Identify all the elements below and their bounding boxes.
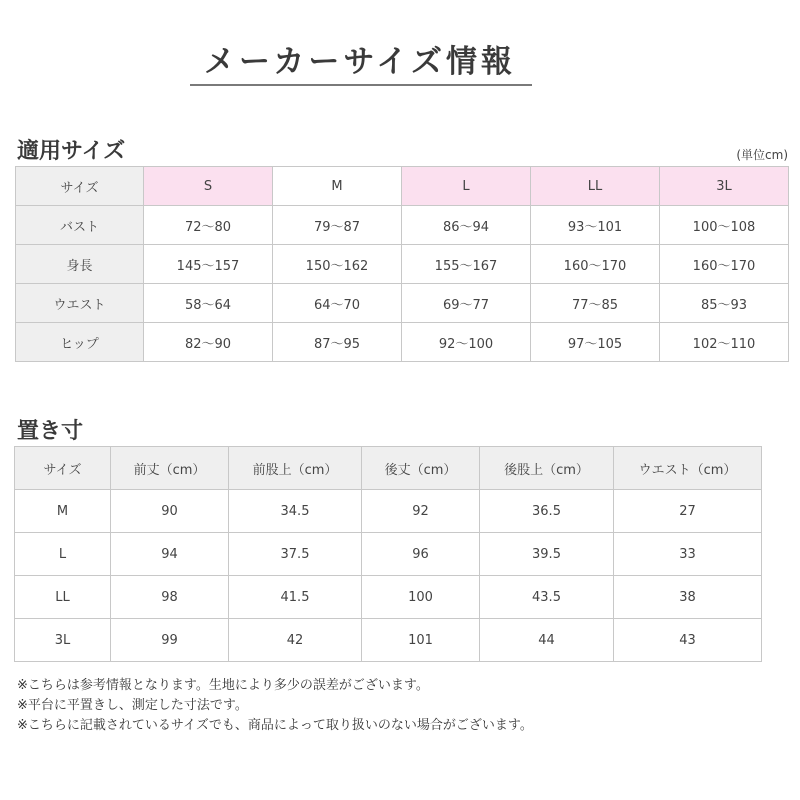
table-cell: 36.5: [480, 490, 614, 533]
size-table-header-row: [16, 167, 789, 206]
table-cell: 79〜87: [273, 206, 402, 245]
unit-note: (単位cm): [736, 148, 788, 162]
row-label-size: L: [15, 533, 111, 576]
table-cell: 82〜90: [144, 323, 273, 362]
row-label-hip: ヒップ: [16, 323, 144, 362]
table-row: [16, 323, 789, 362]
garment-measurement-table: [14, 446, 762, 662]
row-label-size: LL: [15, 576, 111, 619]
size-header-ll: LL: [531, 167, 660, 206]
garment-header-size: サイズ: [15, 447, 111, 490]
size-header-s: S: [144, 167, 273, 206]
garment-table-header-row: [15, 447, 762, 490]
table-cell: 34.5: [229, 490, 362, 533]
table-cell: 43: [614, 619, 762, 662]
table-cell: 38: [614, 576, 762, 619]
table-cell: 98: [111, 576, 229, 619]
table-cell: 64〜70: [273, 284, 402, 323]
table-cell: 155〜167: [402, 245, 531, 284]
size-header-3l: 3L: [660, 167, 789, 206]
row-label-size: 3L: [15, 619, 111, 662]
size-table: [15, 166, 789, 362]
note-line: ※こちらは参考情報となります。生地により多少の誤差がございます。: [17, 678, 429, 693]
row-label-bust: バスト: [16, 206, 144, 245]
table-cell: 85〜93: [660, 284, 789, 323]
garment-header-front-rise: 前股上（cm）: [229, 447, 362, 490]
table-cell: 97〜105: [531, 323, 660, 362]
row-label-waist: ウエスト: [16, 284, 144, 323]
table-cell: 87〜95: [273, 323, 402, 362]
table-cell: 72〜80: [144, 206, 273, 245]
table-cell: 43.5: [480, 576, 614, 619]
table-row: [15, 576, 762, 619]
table-cell: 44: [480, 619, 614, 662]
table-row: [16, 245, 789, 284]
garment-header-front-length: 前丈（cm）: [111, 447, 229, 490]
notes: [17, 676, 533, 736]
table-cell: 86〜94: [402, 206, 531, 245]
table-cell: 100: [362, 576, 480, 619]
table-cell: 92: [362, 490, 480, 533]
table-cell: 27: [614, 490, 762, 533]
row-label-size: M: [15, 490, 111, 533]
table-cell: 96: [362, 533, 480, 576]
size-header-label: サイズ: [16, 167, 144, 206]
table-cell: 150〜162: [273, 245, 402, 284]
table-cell: 93〜101: [531, 206, 660, 245]
table-cell: 37.5: [229, 533, 362, 576]
size-header-l: L: [402, 167, 531, 206]
note-line: ※こちらに記載されているサイズでも、商品によって取り扱いのない場合がございます。: [17, 718, 533, 733]
size-section-heading: 適用サイズ: [17, 139, 126, 164]
table-row: [15, 619, 762, 662]
garment-header-back-rise: 後股上（cm）: [480, 447, 614, 490]
table-cell: 58〜64: [144, 284, 273, 323]
table-cell: 39.5: [480, 533, 614, 576]
size-header-m: M: [273, 167, 402, 206]
page-title: メーカーサイズ情報: [204, 44, 516, 80]
table-cell: 160〜170: [531, 245, 660, 284]
title-underline: [190, 84, 532, 86]
table-cell: 33: [614, 533, 762, 576]
table-cell: 94: [111, 533, 229, 576]
table-cell: 102〜110: [660, 323, 789, 362]
table-cell: 69〜77: [402, 284, 531, 323]
table-cell: 41.5: [229, 576, 362, 619]
table-cell: 100〜108: [660, 206, 789, 245]
table-cell: 90: [111, 490, 229, 533]
row-label-height: 身長: [16, 245, 144, 284]
table-row: [15, 490, 762, 533]
table-cell: 99: [111, 619, 229, 662]
table-cell: 77〜85: [531, 284, 660, 323]
table-cell: 160〜170: [660, 245, 789, 284]
garment-section-heading: 置き寸: [17, 419, 84, 444]
note-line: ※平台に平置きし、測定した寸法です。: [17, 698, 248, 713]
table-row: [16, 206, 789, 245]
table-row: [16, 284, 789, 323]
garment-header-waist: ウエスト（cm）: [614, 447, 762, 490]
table-cell: 145〜157: [144, 245, 273, 284]
table-cell: 101: [362, 619, 480, 662]
garment-header-back-length: 後丈（cm）: [362, 447, 480, 490]
table-cell: 42: [229, 619, 362, 662]
table-cell: 92〜100: [402, 323, 531, 362]
table-row: [15, 533, 762, 576]
